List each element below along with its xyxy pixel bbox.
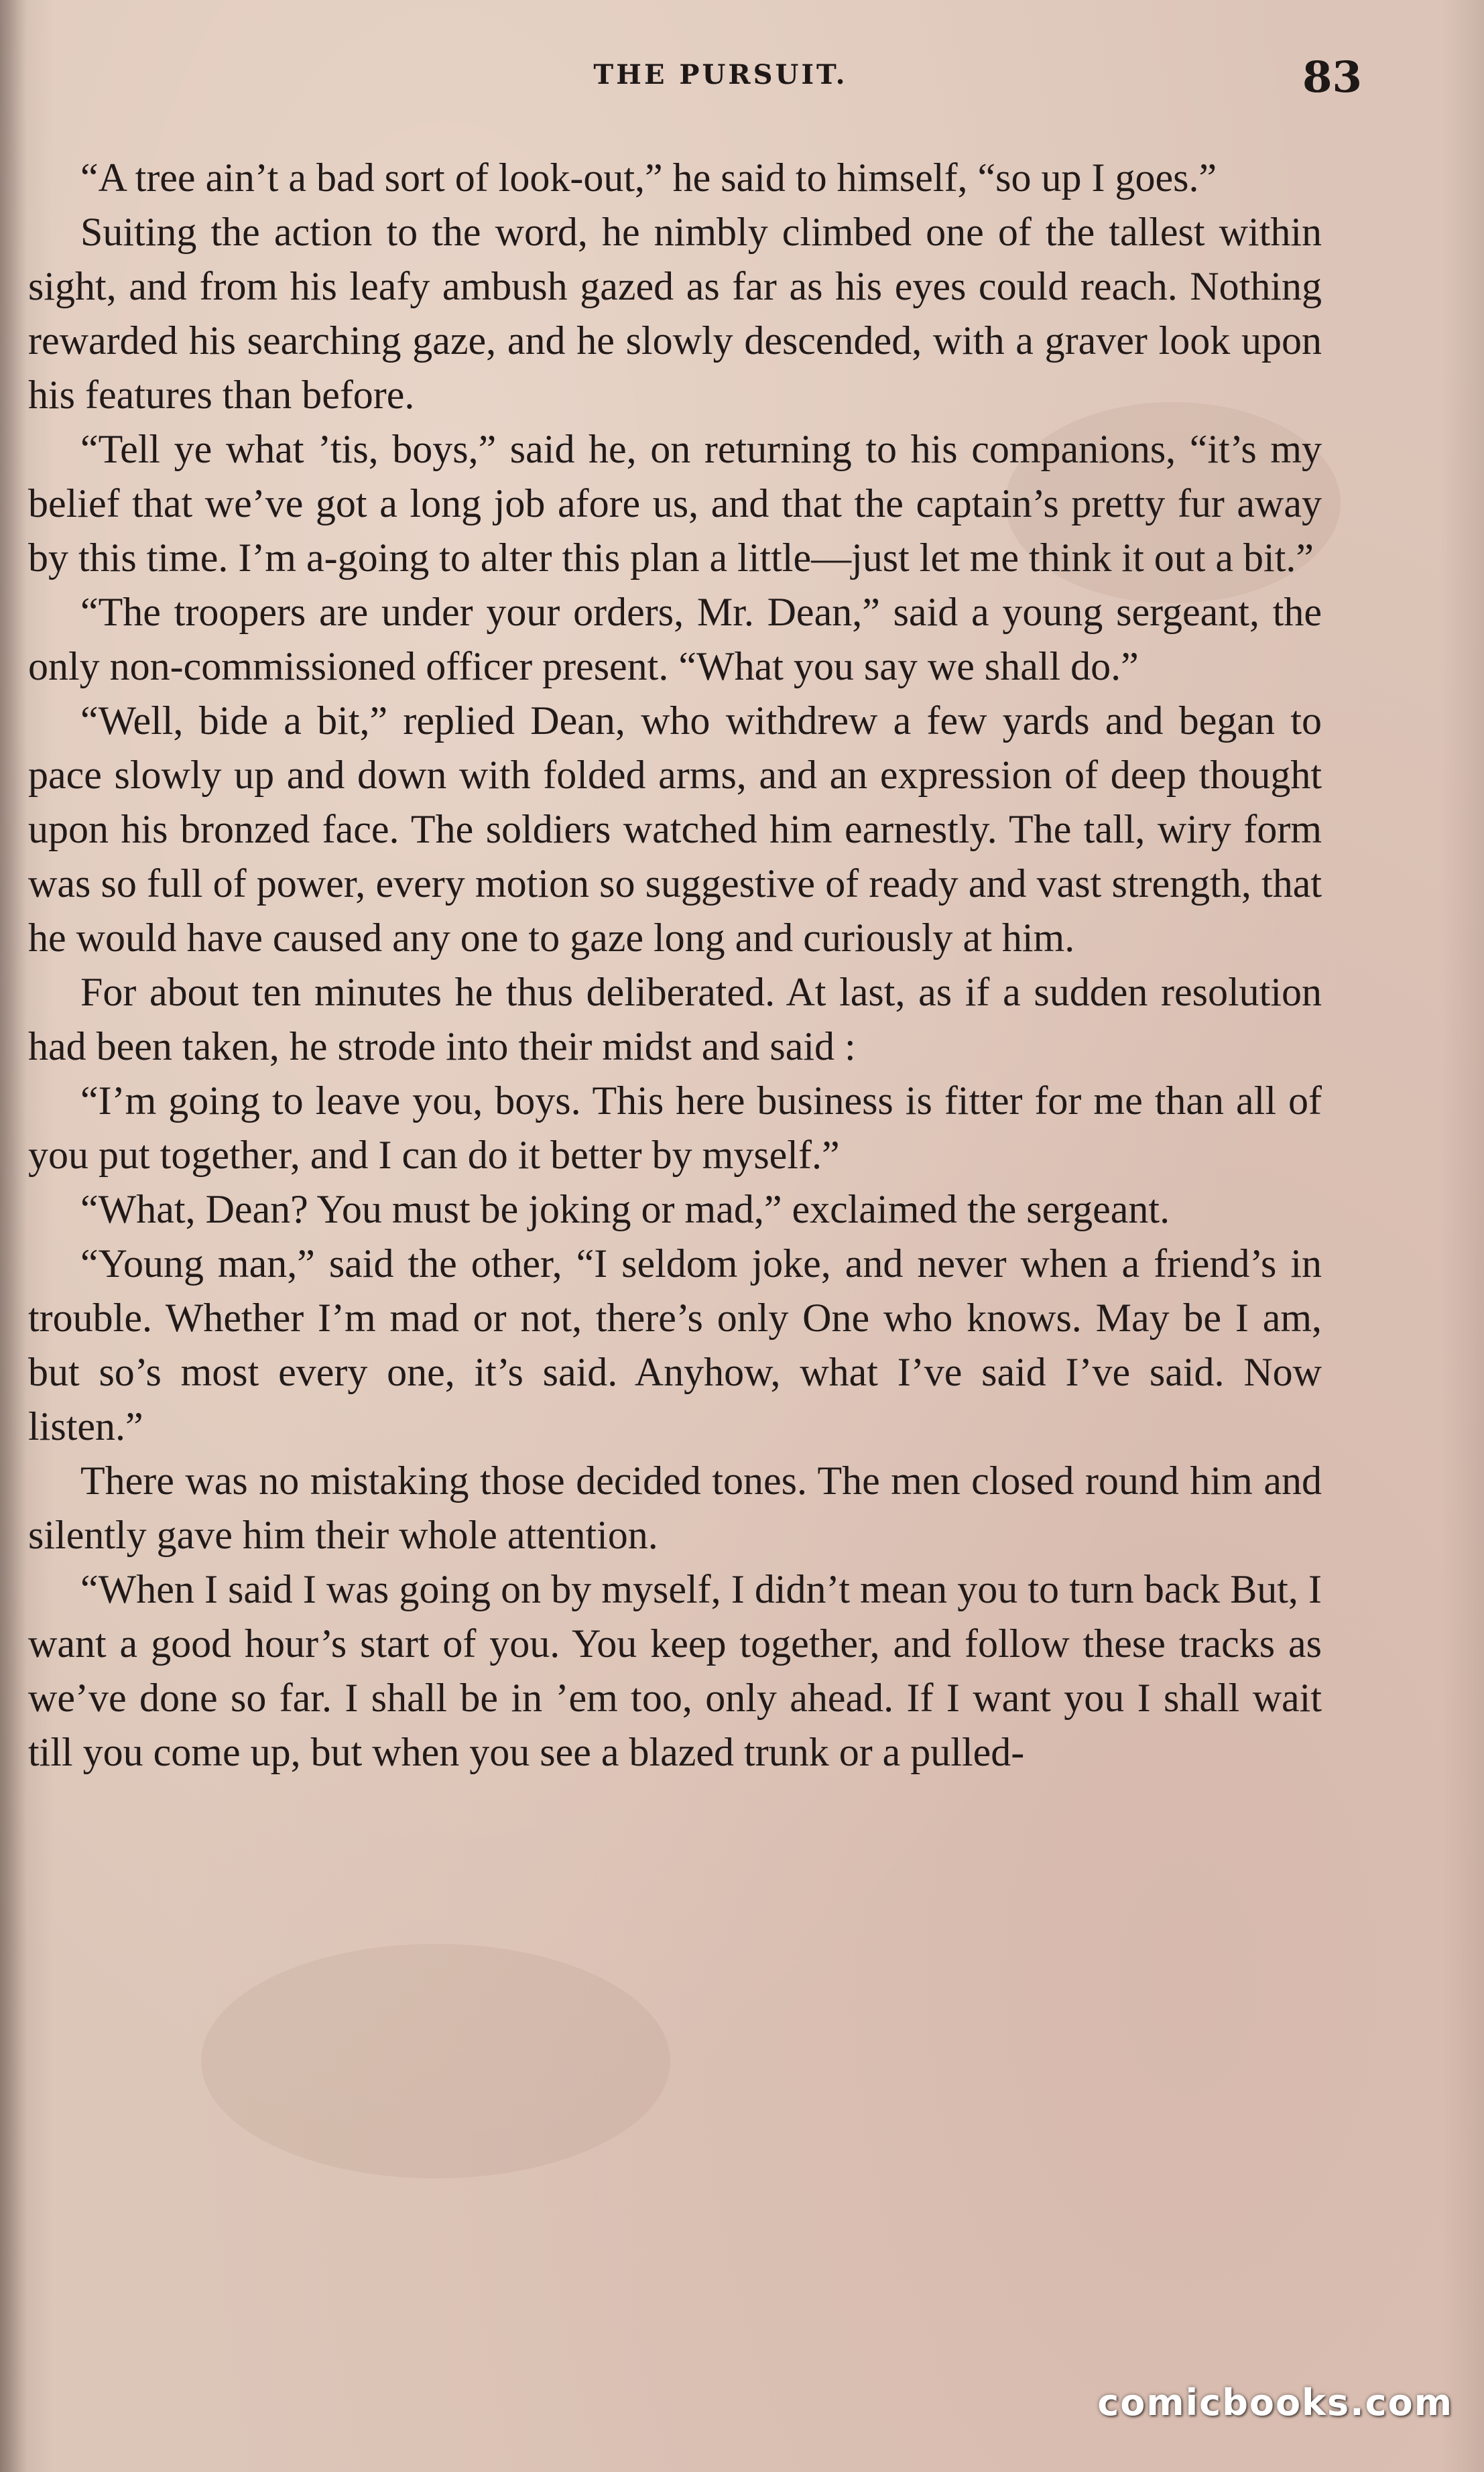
paragraph: “Tell ye what ’tis, boys,” said he, on returning to his companions, “it’s my belief that we’ve got a long job afore us, and that the captain’s pretty fur away by this time. I’m a-going to alter this plan a little—just let me think it out a bit.” xyxy=(28,427,1322,580)
watermark: comicbooks.com xyxy=(1097,2382,1453,2424)
paragraph: “A tree ain’t a bad sort of look-out,” he said to himself, “so up I goes.” xyxy=(80,156,1217,200)
page-number: 83 xyxy=(1302,52,1362,103)
paragraph: “When I said I was going on by myself, I didn’t mean you to turn back But, I want a good hour’s start of you. You keep together, and follow these tracks as we’ve done so far. I shall be in ’em too, only ahead. If I want you I shall wait till you come up, but when you see a blazed trunk or a pulled- xyxy=(28,1567,1322,1774)
paper-stain xyxy=(201,1944,670,2178)
paragraph: “The troopers are under your orders, Mr. Dean,” said a young sergeant, the only non-commissioned officer present. “What you say we shall do.” xyxy=(28,590,1322,688)
body-text xyxy=(28,151,1322,1780)
paragraph: There was no mistaking those decided tones. The men closed round him and silently gave him their whole attention. xyxy=(28,1459,1322,1557)
paragraph: “Young man,” said the other, “I seldom joke, and never when a friend’s in trouble. Whether I’m mad or not, there’s only One who knows. May be I am, but so’s most every one, it’s said. Anyhow, what I’ve said I’ve said. Now listen.” xyxy=(28,1241,1322,1448)
paragraph: For about ten minutes he thus deliberated. At last, as if a sudden resolution had been taken, he strode into their midst and said : xyxy=(28,970,1322,1068)
running-head: THE PURSUIT. xyxy=(593,59,848,90)
gutter-shadow xyxy=(0,0,27,2472)
page-header xyxy=(40,52,1401,106)
paragraph: “I’m going to leave you, boys. This here business is fitter for me than all of you put together, and I can do it better by myself.” xyxy=(28,1078,1322,1177)
paragraph: Suiting the action to the word, he nimbly climbed one of the tallest within sight, and from his leafy ambush gazed as far as his eyes could reach. Nothing rewarded his searching gaze, and he slowly descended, with a graver look upon his features than before. xyxy=(28,210,1322,417)
paragraph: “What, Dean? You must be joking or mad,” exclaimed the sergeant. xyxy=(80,1187,1170,1231)
paragraph: “Well, bide a bit,” replied Dean, who withdrew a few yards and began to pace slowly up and down with folded arms, and an expression of deep thought upon his bronzed face. The soldiers watched him earnestly. The tall, wiry form was so full of power, every motion so suggestive of ready and vast strength, that he would have caused any one to gaze long and curiously at him. xyxy=(28,698,1322,960)
